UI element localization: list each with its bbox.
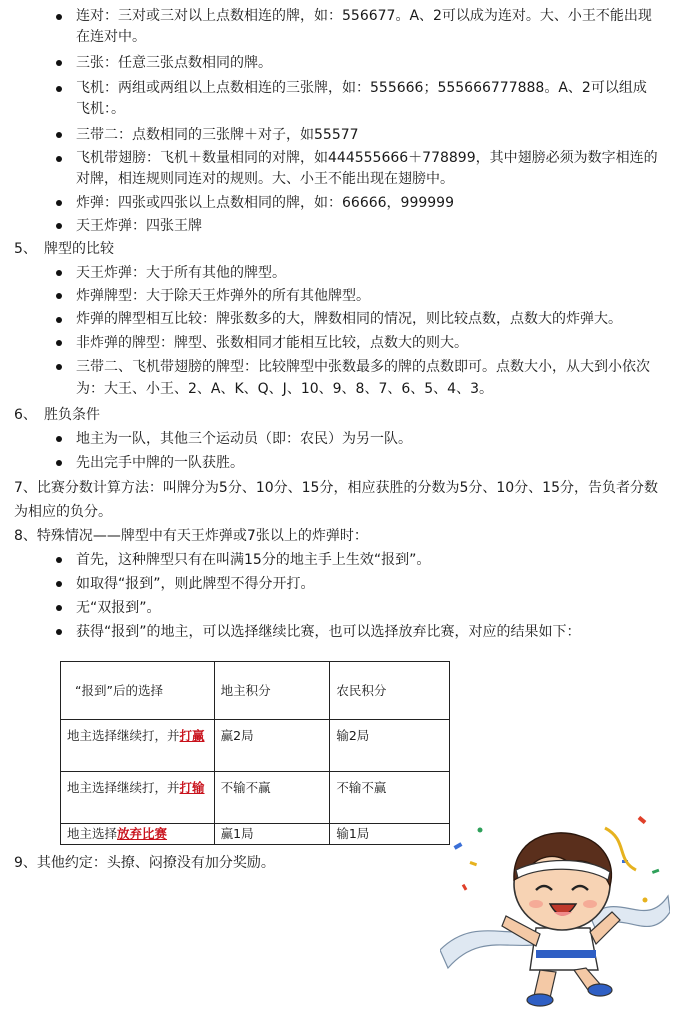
list-item: 三张：任意三张点数相同的牌。 — [56, 52, 658, 74]
bullet-icon — [56, 317, 62, 323]
bullet-icon — [56, 86, 62, 92]
table-header-row — [61, 662, 450, 720]
table-row — [61, 824, 450, 845]
rules-body — [0, 6, 680, 643]
table-row — [61, 720, 450, 772]
bullet-icon — [56, 132, 62, 138]
section-8-heading: 8、特殊情况——牌型中有天王炸弹或7张以上的炸弹时： — [14, 528, 368, 544]
list-item: 地主为一队，其他三个运动员（即：农民）为另一队。 — [56, 428, 658, 450]
list-item: 连对：三对或三对以上点数相连的牌，如：556677。A、2可以成为连对。大、小王不能出现在连对中。 — [56, 6, 658, 48]
highlight-text: 放弃比赛 — [117, 826, 168, 841]
list-item: 先出完手中牌的一队获胜。 — [56, 452, 658, 474]
list-item: 无“双报到”。 — [56, 597, 658, 619]
special-cases-list — [0, 549, 680, 643]
highlight-text: 打赢 — [179, 728, 205, 743]
bullet-icon — [56, 223, 62, 229]
table-cell-farmer: 输2局 — [330, 720, 450, 772]
section-5-heading: 5、 牌型的比较 — [14, 241, 114, 257]
section-9-text: 9、其他约定：头撩、闷撩没有加分奖励。 — [14, 855, 275, 871]
bullet-icon — [56, 557, 62, 563]
win-conditions-list — [0, 428, 680, 474]
bullet-icon — [56, 60, 62, 66]
table-cell-farmer: 输1局 — [330, 824, 450, 845]
table-header-cell: 农民积分 — [330, 662, 450, 720]
list-item: 首先，这种牌型只有在叫满15分的地主手上生效“报到”。 — [56, 549, 658, 571]
list-item: 炸弹：四张或四张以上点数相同的牌，如：66666，999999 — [56, 192, 658, 214]
comparison-list — [0, 262, 680, 400]
list-item: 如取得“报到”，则此牌型不得分开打。 — [56, 573, 658, 595]
bullet-icon — [56, 629, 62, 635]
cheering-boy-illustration — [440, 800, 670, 1010]
list-item: 飞机带翅膀：飞机＋数量相同的对牌，如444555666＋778899，其中翅膀必须为数字相连的对牌，相连规则同连对的规则。大、小王不能出现在翅膀中。 — [56, 148, 658, 190]
list-item: 天王炸弹：大于所有其他的牌型。 — [56, 262, 658, 284]
card-types-list — [0, 6, 680, 237]
section-6-heading: 6、 胜负条件 — [14, 407, 100, 423]
list-item: 炸弹的牌型相互比较：牌张数多的大，牌数相同的情况，则比较点数，点数大的炸弹大。 — [56, 309, 658, 330]
table-cell-landlord: 不输不赢 — [214, 772, 330, 824]
list-item: 天王炸弹：四张王牌 — [56, 215, 658, 237]
highlight-text: 打输 — [179, 780, 205, 795]
table-cell-choice: 地主选择继续打，并打赢 — [61, 720, 215, 772]
bullet-icon — [56, 14, 62, 20]
table-cell-landlord: 赢2局 — [214, 720, 330, 772]
list-item: 三带二：点数相同的三张牌＋对子，如55577 — [56, 124, 658, 146]
table-row — [61, 772, 450, 824]
bullet-icon — [56, 436, 62, 442]
bullet-icon — [56, 460, 62, 466]
table-header-cell: “报到”后的选择 — [61, 662, 215, 720]
table-cell-choice: 地主选择放弃比赛 — [61, 824, 215, 845]
bao-dao-result-table — [60, 661, 450, 845]
section-7-text: 7、比赛分数计算方法：叫牌分为5分、10分、15分，相应获胜的分数为5分、10分、15分，告负者分数为相应的负分。 — [14, 480, 658, 520]
list-item: 三带二、飞机带翅膀的牌型：比较牌型中张数最多的牌的点数即可。点数大小，从大到小依次为：大王、小王、2、A、K、Q、J、10、9、8、7、6、5、4、3。 — [56, 356, 658, 400]
bullet-icon — [56, 581, 62, 587]
table-cell-farmer: 不输不赢 — [330, 772, 450, 824]
list-item: 炸弹牌型：大于除天王炸弹外的所有其他牌型。 — [56, 285, 658, 307]
bullet-icon — [56, 270, 62, 276]
list-item: 飞机：两组或两组以上点数相连的三张牌，如：555666；555666777888。A、2可以组成飞机：。 — [56, 78, 658, 120]
list-item: 获得“报到”的地主，可以选择继续比赛，也可以选择放弃比赛，对应的结果如下： — [56, 621, 658, 643]
bullet-icon — [56, 340, 62, 346]
table-cell-landlord: 赢1局 — [214, 824, 330, 845]
bullet-icon — [56, 200, 62, 206]
list-item: 非炸弹的牌型：牌型、张数相同才能相互比较，点数大的则大。 — [56, 332, 658, 354]
bullet-icon — [56, 293, 62, 299]
table-cell-choice: 地主选择继续打，并打输 — [61, 772, 215, 824]
bullet-icon — [56, 364, 62, 370]
bullet-icon — [56, 605, 62, 611]
bullet-icon — [56, 156, 62, 162]
table-header-cell: 地主积分 — [214, 662, 330, 720]
